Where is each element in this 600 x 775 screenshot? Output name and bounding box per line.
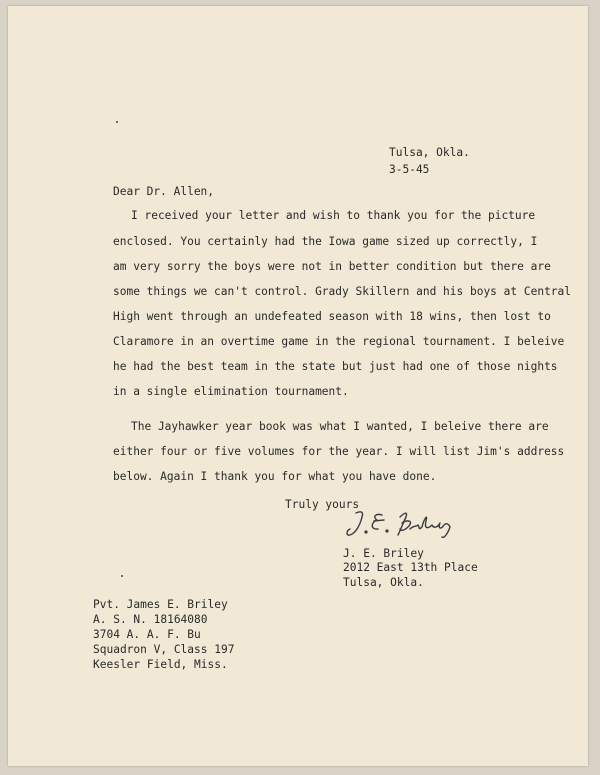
para1-line: High went through an undefeated season with 18 wins, then lost to — [113, 310, 551, 323]
para2-line: below. Again I thank you for what you have done. — [113, 470, 437, 483]
para1-line: some things we can't control. Grady Skillern and his boys at Central — [113, 285, 572, 298]
paper-speck — [116, 121, 118, 123]
para1-line: enclosed. You certainly had the Iowa game sized up correctly, I — [113, 235, 538, 248]
para1-line: Claramore in an overtime game in the regional tournament. I beleive — [113, 335, 565, 348]
signer-street: 2012 East 13th Place — [343, 561, 478, 574]
para2-line: The Jayhawker year book was what I wanted, I beleive there are — [131, 420, 549, 433]
para1-line: am very sorry the boys were not in better condition but there are — [113, 260, 551, 273]
recipient-line: A. S. N. 18164080 — [93, 613, 208, 626]
recipient-line: Keesler Field, Miss. — [93, 658, 228, 671]
signer-name: J. E. Briley — [343, 547, 424, 560]
recipient-line: 3704 A. A. F. Bu — [93, 628, 201, 641]
para1-line: in a single elimination tournament. — [113, 385, 349, 398]
signer-city: Tulsa, Okla. — [343, 576, 424, 589]
para2-line: either four or five volumes for the year. I will list Jim's address — [113, 445, 565, 458]
para1-line: I received your letter and wish to thank you for the picture — [131, 209, 536, 222]
letter-date: 3-5-45 — [389, 163, 430, 176]
recipient-line: Squadron V, Class 197 — [93, 643, 235, 656]
letter-place: Tulsa, Okla. — [389, 146, 470, 159]
salutation: Dear Dr. Allen, — [113, 185, 215, 198]
paper-speck — [121, 575, 123, 577]
closing: Truly yours — [285, 498, 360, 511]
para1-line: he had the best team in the state but just had one of those nights — [113, 360, 558, 373]
handwritten-signature — [344, 505, 464, 541]
recipient-line: Pvt. James E. Briley — [93, 598, 228, 611]
